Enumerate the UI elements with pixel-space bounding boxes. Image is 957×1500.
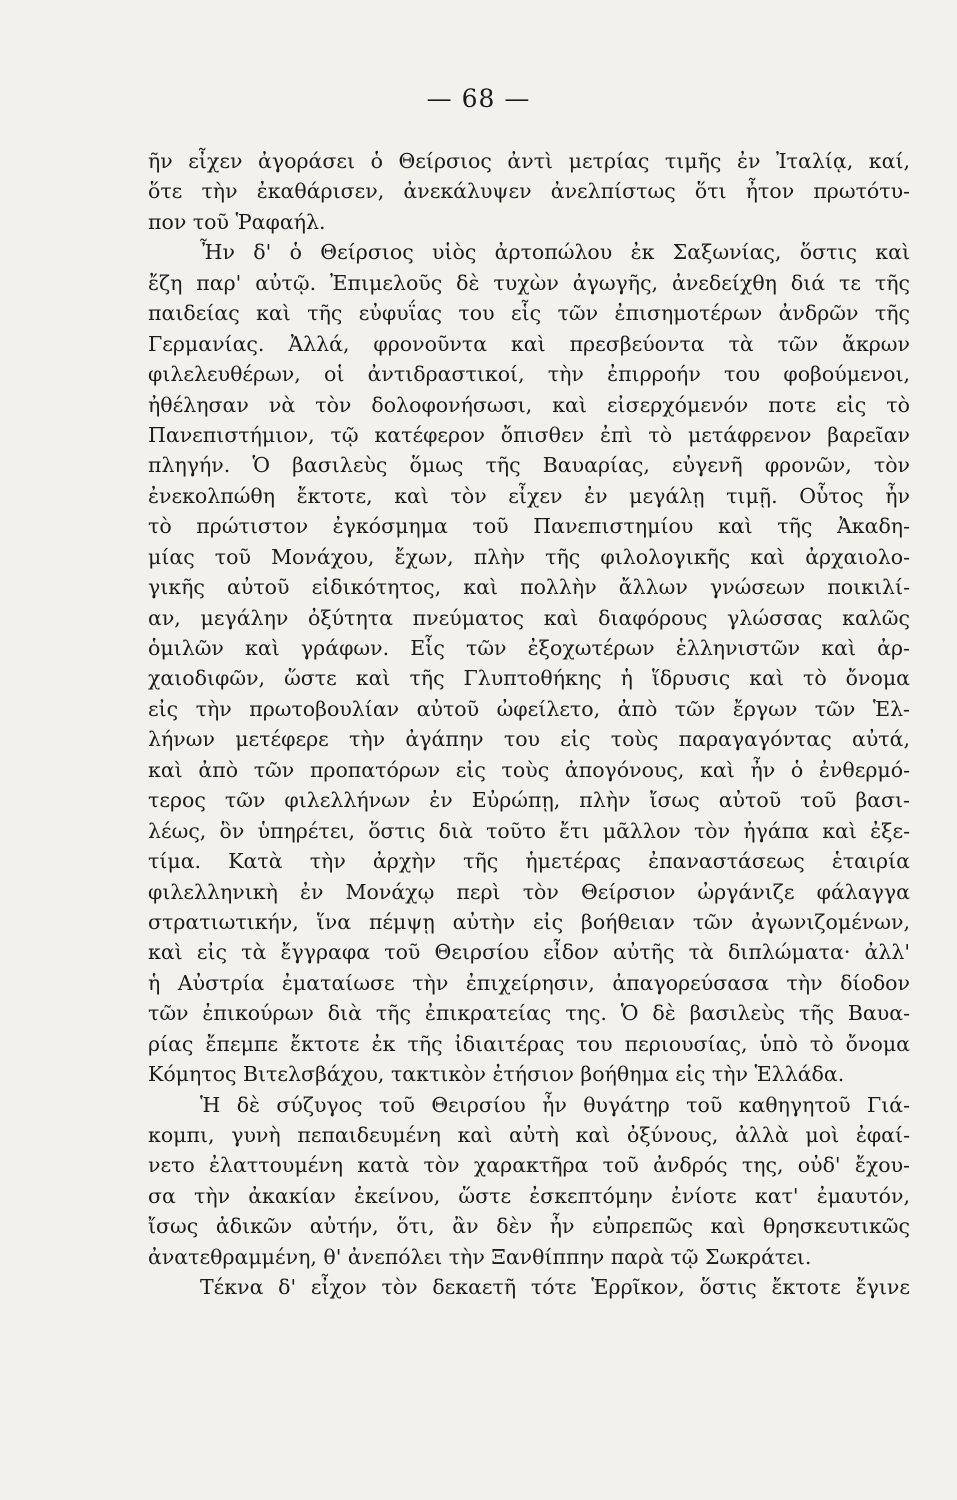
text-line: νετο ἐλαττουμένη κατὰ τὸν χαρακτῆρα τοῦ ἀνδρός της, οὐδ' ἔχου- bbox=[148, 1153, 910, 1178]
text-line: Κόμητος Βιτελσβάχου, τακτικὸν ἐτήσιον βοήθημα εἰς τὴν Ἑλλάδα. bbox=[148, 1062, 845, 1087]
text-line: γικῆς αὐτοῦ εἰδικότητος, καὶ πολλὴν ἄλλων γνώσεων ποικιλί- bbox=[148, 575, 910, 600]
text-line: παιδείας καὶ τῆς εὐφυΐας του εἷς τῶν ἐπισημοτέρων ἀνδρῶν τῆς bbox=[148, 301, 910, 326]
text-line: λέως, ὃν ὑπηρέτει, ὅστις διὰ τοῦτο ἔτι μᾶλλον τὸν ἠγάπα καὶ ἐξε- bbox=[148, 818, 910, 843]
text-line: ὁμιλῶν καὶ γράφων. Εἷς τῶν ἐξοχωτέρων ἑλληνιστῶν καὶ ἀρ- bbox=[148, 636, 910, 660]
text-line: καὶ ἀπὸ τῶν προπατόρων εἰς τοὺς ἀπογόνους, καὶ ἦν ὁ ἐνθερμό- bbox=[148, 757, 910, 782]
text-line: εἰς τὴν πρωτοβουλίαν αὐτοῦ ὠφείλετο, ἀπὸ τῶν ἔργων τῶν Ἑλ- bbox=[148, 696, 910, 721]
text-line: ἀνατεθραμμένη, θ' ἀνεπόλει τὴν Ξανθίππην παρὰ τῷ Σωκράτει. bbox=[148, 1244, 812, 1269]
text-line: Τέκνα δ' εἶχον τὸν δεκαετῆ τότε Ἑρρῖκον, ὅστις ἔκτοτε ἔγινε bbox=[200, 1275, 910, 1300]
text-line: ὅτε τὴν ἐκαθάρισεν, ἀνεκάλυψεν ἀνελπίστως ὅτι ἦτον πρωτότυ- bbox=[148, 179, 910, 204]
text-line: αν, μεγάλην ὀξύτητα πνεύματος καὶ διαφόρους γλώσσας καλῶς bbox=[148, 605, 910, 630]
text-line: φιλελληνικὴ ἐν Μονάχῳ περὶ τὸν Θείρσιον ὠργάνιζε φάλαγγα bbox=[148, 879, 910, 904]
text-line: σα τὴν ἀκακίαν ἐκείνου, ὥστε ἐσκεπτόμην ἐνίοτε κατ' ἐμαυτόν, bbox=[148, 1183, 910, 1208]
text-line: ἔζη παρ' αὐτῷ. Ἐπιμελοῦς δὲ τυχὼν ἀγωγῆς, ἀνεδείχθη διά τε τῆς bbox=[148, 270, 910, 295]
text-line: ἠθέλησαν νὰ τὸν δολοφονήσωσι, καὶ εἰσερχόμενόν ποτε εἰς τὸ bbox=[148, 392, 910, 417]
text-line: Ἡ δὲ σύζυγος τοῦ Θειρσίου ἦν θυγάτηρ τοῦ καθηγητοῦ Γιά- bbox=[200, 1092, 910, 1117]
text-line: τῶν ἐπικούρων διὰ τῆς ἐπικρατείας της. Ὁ δὲ βασιλεὺς τῆς Βαυα- bbox=[148, 1001, 910, 1026]
body-text bbox=[148, 146, 910, 1303]
text-line: τερος τῶν φιλελλήνων ἐν Εὐρώπῃ, πλὴν ἴσως αὐτοῦ τοῦ βασι- bbox=[148, 788, 910, 813]
text-line: Πανεπιστήμιον, τῷ κατέφερον ὄπισθεν ἐπὶ τὸ μετάφρενον βαρεῖαν bbox=[148, 422, 910, 447]
text-line: φιλελευθέρων, οἱ ἀντιδραστικοί, τὴν ἐπιρροήν του φοβούμενοι, bbox=[148, 362, 910, 387]
text-line: ρίας ἔπεμπε ἔκτοτε ἐκ τῆς ἰδιαιτέρας του περιουσίας, ὑπὸ τὸ ὄνομα bbox=[148, 1031, 910, 1056]
text-line: ἐνεκολπώθη ἔκτοτε, καὶ τὸν εἶχεν ἐν μεγάλῃ τιμῇ. Οὗτος ἦν bbox=[148, 483, 910, 508]
text-line: Γερμανίας. Ἀλλά, φρονοῦντα καὶ πρεσβεύοντα τὰ τῶν ἄκρων bbox=[148, 331, 910, 356]
text-line: Ἦν δ' ὁ Θείρσιος υἱὸς ἀρτοπώλου ἐκ Σαξωνίας, ὅστις καὶ bbox=[200, 240, 910, 265]
text-line: τὸ πρώτιστον ἐγκόσμημα τοῦ Πανεπιστημίου καὶ τῆς Ἀκαδη- bbox=[148, 514, 910, 539]
text-line: στρατιωτικήν, ἵνα πέμψῃ αὐτὴν εἰς βοήθειαν τῶν ἀγωνιζομένων, bbox=[148, 909, 910, 934]
text-line: ἴσως ἀδικῶν αὐτήν, ὅτι, ἂν δὲν ἦν εὐπρεπῶς καὶ θρησκευτικῶς bbox=[148, 1214, 910, 1239]
text-line: ἡ Αὐστρία ἐματαίωσε τὴν ἐπιχείρησιν, ἀπαγορεύσασα τὴν δίοδον bbox=[148, 970, 910, 995]
text-line: πον τοῦ Ῥαφαήλ. bbox=[148, 209, 326, 234]
text-line: πληγήν. Ὁ βασιλεὺς ὅμως τῆς Βαυαρίας, εὐγενῆ φρονῶν, τὸν bbox=[148, 453, 910, 478]
text-line: τίμα. Κατὰ τὴν ἀρχὴν τῆς ἡμετέρας ἐπαναστάσεως ἑταιρία bbox=[148, 849, 910, 874]
text-line: μίας τοῦ Μονάχου, ἔχων, πλὴν τῆς φιλολογικῆς καὶ ἀρχαιολο- bbox=[148, 544, 910, 569]
text-line: κομπι, γυνὴ πεπαιδευμένη καὶ αὐτὴ καὶ ὀξύνους, ἀλλὰ μοὶ ἐφαί- bbox=[148, 1123, 910, 1147]
text-line: λήνων μετέφερε τὴν ἀγάπην του εἰς τοὺς παραγαγόντας αὐτά, bbox=[148, 727, 910, 752]
page-number: — 68 — bbox=[426, 84, 531, 113]
text-line: καὶ εἰς τὰ ἔγγραφα τοῦ Θειρσίου εἶδον αὐτῆς τὰ διπλώματα· ἀλλ' bbox=[148, 940, 910, 965]
text-line: χαιοδιφῶν, ὥστε καὶ τῆς Γλυπτοθήκης ἡ ἵδρυσις καὶ τὸ ὄνομα bbox=[148, 666, 910, 691]
text-line: ῆν εἶχεν ἀγοράσει ὁ Θείρσιος ἀντὶ μετρίας τιμῆς ἐν Ἰταλίᾳ, καί, bbox=[148, 149, 910, 173]
